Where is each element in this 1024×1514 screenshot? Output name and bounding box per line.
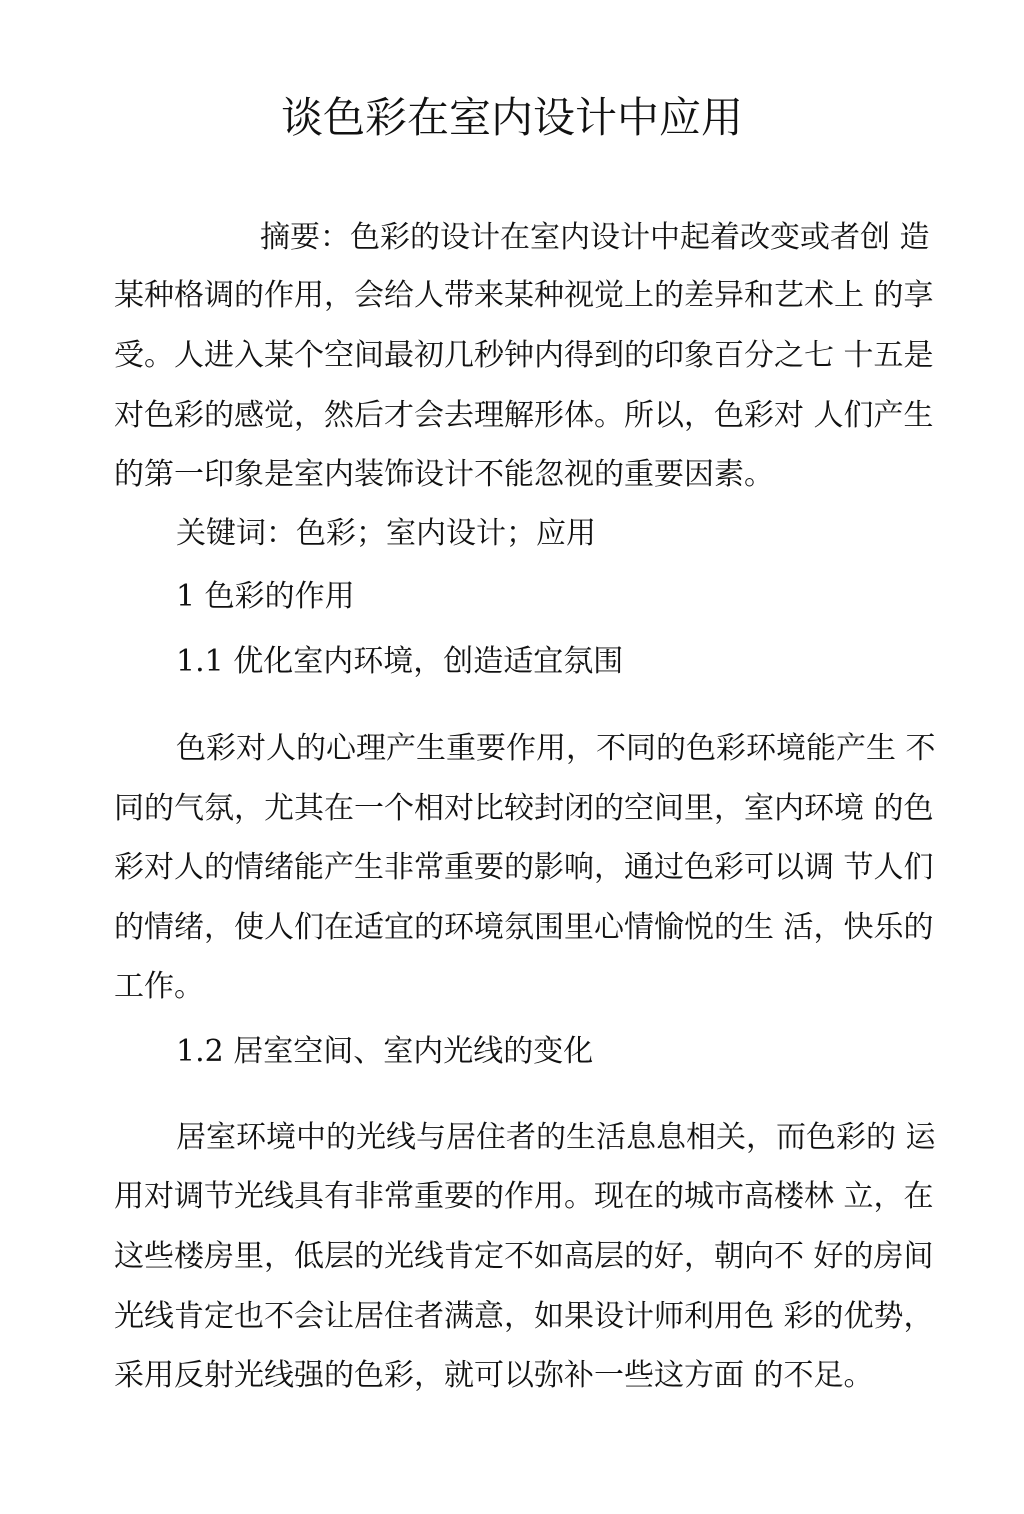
paragraph-line: 工作。: [114, 969, 204, 1004]
abstract-line: 对色彩的感觉，然后才会去理解形体。所以，色彩对 人们产生: [114, 398, 934, 433]
abstract-line: 摘要：色彩的设计在室内设计中起着改变或者创 造: [260, 220, 930, 255]
document-title: 谈色彩在室内设计中应用: [280, 93, 743, 142]
paragraph-line: 采用反射光线强的色彩，就可以弥补一些这方面 的不足。: [114, 1358, 874, 1393]
paragraph-line: 彩对人的情绪能产生非常重要的影响，通过色彩可以调 节人们: [114, 850, 934, 885]
paragraph-line: 光线肯定也不会让居住者满意，如果设计师利用色 彩的优势，: [114, 1299, 934, 1334]
subsection-heading: 1.2 居室空间、室内光线的变化: [176, 1034, 594, 1069]
abstract-line: 某种格调的作用，会给人带来某种视觉上的差异和艺术上 的享: [114, 278, 934, 313]
paragraph-line: 色彩对人的心理产生重要作用，不同的色彩环境能产生 不: [176, 731, 936, 766]
paragraph-line: 用对调节光线具有非常重要的作用。现在的城市高楼林 立，在: [114, 1179, 934, 1214]
abstract-line: 的第一印象是室内装饰设计不能忽视的重要因素。: [114, 457, 774, 492]
keywords: 关键词：色彩；室内设计；应用: [176, 516, 596, 551]
paragraph-line: 同的气氛，尤其在一个相对比较封闭的空间里，室内环境 的色: [114, 791, 934, 826]
paragraph-line: 的情绪，使人们在适宜的环境氛围里心情愉悦的生 活，快乐的: [114, 910, 934, 945]
paragraph-line: 这些楼房里，低层的光线肯定不如高层的好，朝向不 好的房间: [114, 1239, 934, 1274]
abstract-line: 受。人进入某个空间最初几秒钟内得到的印象百分之七 十五是: [114, 338, 934, 373]
subsection-heading: 1.1 优化室内环境，创造适宜氛围: [176, 644, 624, 679]
paragraph-line: 居室环境中的光线与居住者的生活息息相关，而色彩的 运: [176, 1120, 936, 1155]
section-heading: 1 色彩的作用: [176, 579, 355, 614]
